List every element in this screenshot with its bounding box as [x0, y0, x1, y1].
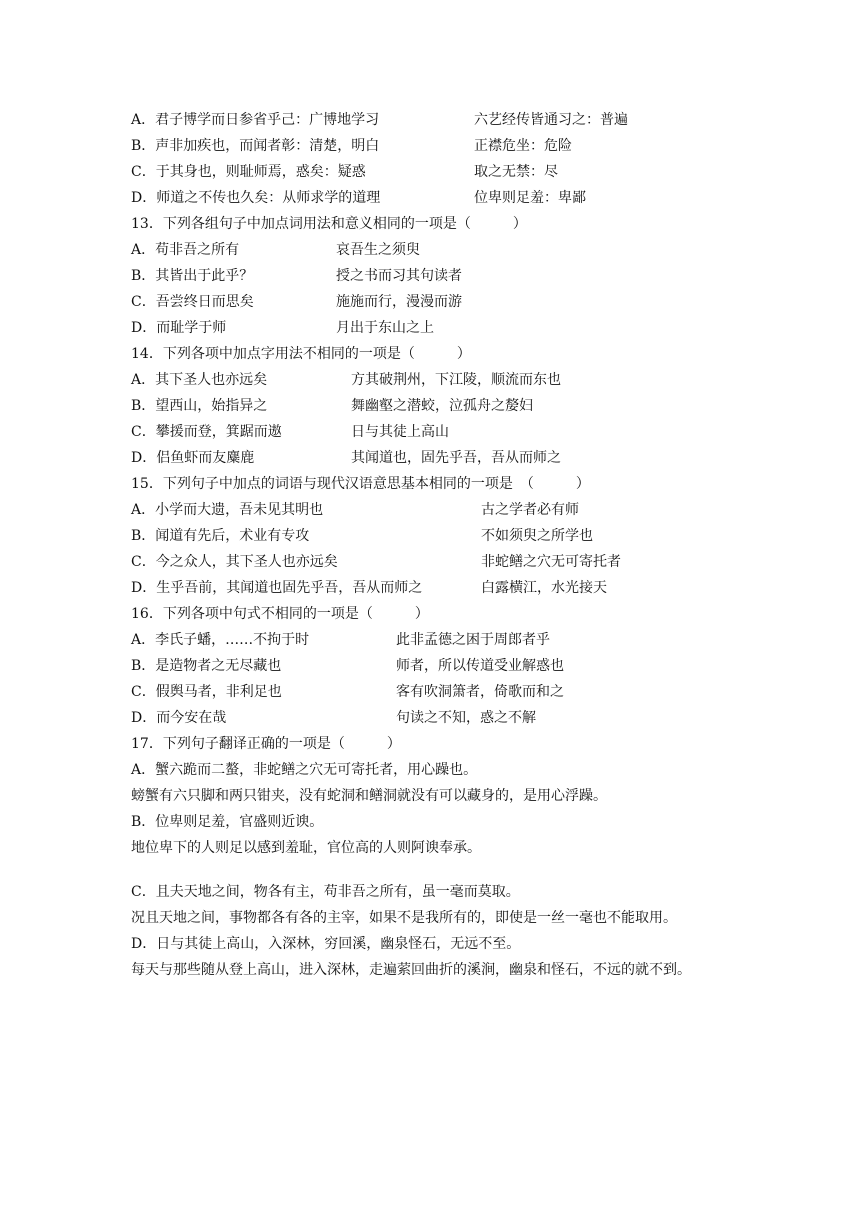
q13-option-row [131, 265, 831, 291]
q17-line [131, 907, 831, 933]
q13-option-right: 施施而行，漫漫而游 [336, 294, 462, 310]
q15-option-right: 古之学者必有师 [481, 502, 579, 518]
q15-option-left: C．今之众人，其下圣人也亦远矣 [131, 554, 338, 570]
q14-stem-text: 14．下列各项中加点字用法不相同的一项是（ ） [131, 346, 471, 362]
q16-option-row [131, 707, 831, 733]
q16-option-row [131, 681, 831, 707]
q13-option-left: A．苟非吾之所有 [131, 242, 240, 258]
q15-option-left: A．小学而大遗，吾未见其明也 [131, 502, 324, 518]
q14-option-row [131, 369, 831, 395]
q15-option-row [131, 525, 831, 551]
q17-line-text: C．且夫天地之间，物各有主，苟非吾之所有，虽一毫而莫取。 [131, 884, 520, 900]
q17-line-text: B．位卑则足羞，官盛则近谀。 [131, 814, 324, 830]
q13-option-row [131, 317, 831, 343]
q15-option-left: D．生乎吾前，其闻道也固先乎吾，吾从而师之 [131, 580, 423, 596]
q16-option-row [131, 655, 831, 681]
q16-option-right: 师者，所以传道受业解惑也 [396, 658, 564, 674]
q12-option-row [131, 135, 831, 161]
q15-option-right: 白露横江，水光接天 [481, 580, 607, 596]
q14-option-row [131, 421, 831, 447]
q14-option-row [131, 395, 831, 421]
q16-option-left: A．李氏子蟠，……不拘于时 [131, 632, 310, 648]
q12-option-left: C．于其身也，则耻师焉，惑矣：疑惑 [131, 164, 366, 180]
q13-option-left: B．其皆出于此乎？ [131, 268, 254, 284]
q16-option-right: 此非孟德之困于周郎者乎 [396, 632, 550, 648]
q15-option-row [131, 499, 831, 525]
q17-line-text: 地位卑下的人则足以感到羞耻，官位高的人则阿谀奉承。 [131, 840, 481, 856]
q17-line-text: 螃蟹有六只脚和两只钳夹，没有蛇洞和鳝洞就没有可以藏身的，是用心浮躁。 [131, 788, 607, 804]
q12-option-right: 六艺经传皆通习之：普遍 [474, 112, 628, 128]
q14-question-stem [131, 343, 831, 369]
q17-line [131, 837, 831, 863]
q15-option-right: 不如须臾之所学也 [481, 528, 593, 544]
q12-option-left: B．声非加疾也，而闻者彰：清楚，明白 [131, 138, 380, 154]
q13-option-row [131, 291, 831, 317]
q17-line-text: 况且天地之间，事物都各有各的主宰，如果不是我所有的，即使是一丝一毫也不能取用。 [131, 910, 677, 926]
q16-option-left: D．而今安在哉 [131, 710, 227, 726]
q16-option-right: 句读之不知，惑之不解 [396, 710, 536, 726]
q14-option-row [131, 447, 831, 473]
q17-line [131, 881, 831, 907]
q12-option-row [131, 161, 831, 187]
q13-option-left: D．而耻学于师 [131, 320, 227, 336]
q16-question-stem [131, 603, 831, 629]
q14-option-right: 方其破荆州，下江陵，顺流而东也 [351, 372, 561, 388]
q16-option-left: C．假舆马者，非利足也 [131, 684, 282, 700]
q17-line [131, 811, 831, 837]
q17-line [131, 933, 831, 959]
q15-option-row [131, 577, 831, 603]
paragraph-gap [131, 863, 831, 881]
q12-option-right: 正襟危坐：危险 [474, 138, 572, 154]
q13-option-left: C．吾尝终日而思矣 [131, 294, 254, 310]
q13-question-stem [131, 213, 831, 239]
q15-option-left: B．闻道有先后，术业有专攻 [131, 528, 310, 544]
q13-option-right: 月出于东山之上 [336, 320, 434, 336]
q17-line-text: 每天与那些随从登上高山，进入深林，走遍萦回曲折的溪涧，幽泉和怪石，不远的就不到。 [131, 962, 691, 978]
q12-option-right: 取之无禁：尽 [474, 164, 558, 180]
q14-option-right: 舞幽壑之潜蛟，泣孤舟之嫠妇 [351, 398, 533, 414]
q13-option-right: 哀吾生之须臾 [336, 242, 420, 258]
q16-option-left: B．是造物者之无尽藏也 [131, 658, 282, 674]
q17-line-text: D．日与其徒上高山，入深林，穷回溪，幽泉怪石，无远不至。 [131, 936, 521, 952]
q14-option-left: B．望西山，始指异之 [131, 398, 268, 414]
q15-option-right: 非蛇鳝之穴无可寄托者 [481, 554, 621, 570]
q16-option-right: 客有吹洞箫者，倚歌而和之 [396, 684, 564, 700]
q14-option-left: D．侣鱼虾而友麋鹿 [131, 450, 255, 466]
q14-option-left: C．攀援而登，箕踞而遨 [131, 424, 282, 440]
q17-question-stem [131, 733, 831, 759]
q17-line [131, 959, 831, 985]
q14-option-right: 日与其徒上高山 [351, 424, 449, 440]
q13-option-row [131, 239, 831, 265]
q14-option-left: A．其下圣人也亦远矣 [131, 372, 268, 388]
q16-stem-text: 16．下列各项中句式不相同的一项是（ ） [131, 606, 429, 622]
q13-stem-text: 13．下列各组句子中加点词用法和意义相同的一项是（ ） [131, 216, 527, 232]
q14-option-right: 其闻道也，固先乎吾，吾从而师之 [351, 450, 561, 466]
q12-option-left: A．君子博学而日参省乎己：广博地学习 [131, 112, 380, 128]
q15-stem-text: 15．下列句子中加点的词语与现代汉语意思基本相同的一项是 （ ） [131, 476, 590, 492]
q15-option-row [131, 551, 831, 577]
q17-line [131, 785, 831, 811]
q17-line [131, 759, 831, 785]
q17-stem-text: 17．下列句子翻译正确的一项是（ ） [131, 736, 401, 752]
q13-option-right: 授之书而习其句读者 [336, 268, 462, 284]
document-page [131, 109, 831, 985]
q12-option-row [131, 187, 831, 213]
q17-line-text: A．蟹六跪而二螯，非蛇鳝之穴无可寄托者，用心躁也。 [131, 762, 478, 778]
q12-option-left: D．师道之不传也久矣：从师求学的道理 [131, 190, 381, 206]
q15-question-stem [131, 473, 831, 499]
q12-option-right: 位卑则足羞：卑鄙 [474, 190, 586, 206]
q16-option-row [131, 629, 831, 655]
q12-option-row [131, 109, 831, 135]
